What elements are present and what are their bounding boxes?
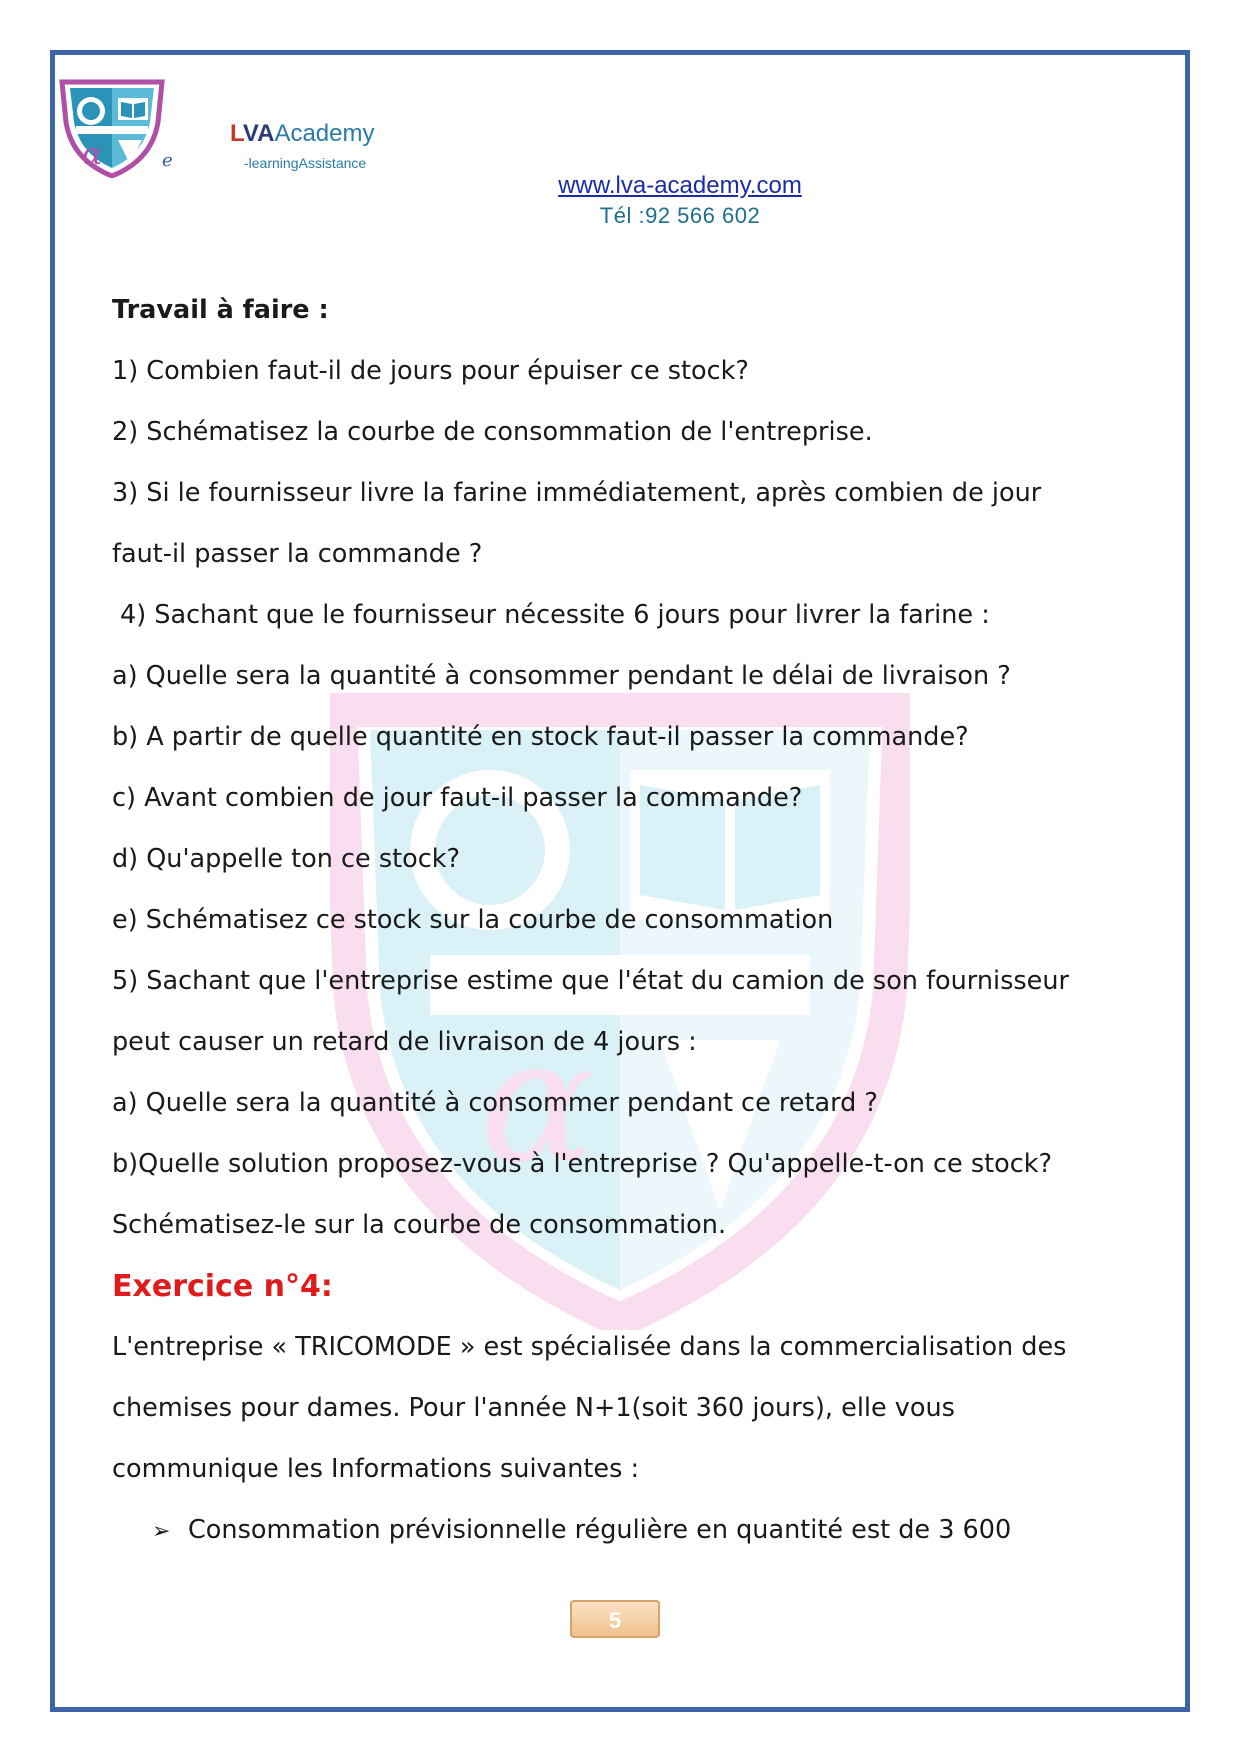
exercise-line: chemises pour dames. Pour l'année N+1(soit 360 jours), elle vous xyxy=(112,1393,955,1423)
exercise-line: L'entreprise « TRICOMODE » est spécialisée dans la commercialisation des xyxy=(112,1332,1067,1362)
question-line: Schématisez-le sur la courbe de consommation. xyxy=(112,1210,727,1240)
question-line: a) Quelle sera la quantité à consommer pendant ce retard ? xyxy=(112,1088,878,1118)
exercise-line: communique les Informations suivantes : xyxy=(112,1454,640,1484)
arrow-bullet-icon: ➢ xyxy=(152,1519,171,1544)
question-line: c) Avant combien de jour faut-il passer la commande? xyxy=(112,783,803,813)
exercise-heading: Exercice n°4: xyxy=(112,1269,333,1304)
question-line: 5) Sachant que l'entreprise estime que l'état du camion de son fournisseur xyxy=(112,966,1069,996)
shield-logo-icon xyxy=(58,78,166,178)
document-body xyxy=(112,280,1122,1562)
phone-number: Tél :92 566 602 xyxy=(599,203,761,228)
question-line: a) Quelle sera la quantité à consommer pendant le délai de livraison ? xyxy=(112,661,1011,691)
question-line: d) Qu'appelle ton ce stock? xyxy=(112,844,461,874)
question-line: 4) Sachant que le fournisseur nécessite 6 jours pour livrer la farine : xyxy=(120,600,990,630)
svg-text:α: α xyxy=(82,137,103,172)
brand-name: LVAAcademy xyxy=(230,120,375,147)
question-line: 3) Si le fournisseur livre la farine immédiatement, après combien de jour xyxy=(112,478,1042,508)
page-number: 5 xyxy=(570,1600,660,1638)
website-link[interactable]: www.lva-academy.com xyxy=(558,172,802,199)
question-line: b) A partir de quelle quantité en stock faut-il passer la commande? xyxy=(112,722,969,752)
bullet-item xyxy=(112,1500,1122,1562)
question-line: peut causer un retard de livraison de 4 jours : xyxy=(112,1027,697,1057)
question-line: faut-il passer la commande ? xyxy=(112,539,483,569)
question-line: b)Quelle solution proposez-vous à l'entreprise ? Qu'appelle-t-on ce stock? xyxy=(112,1149,1053,1179)
task-title: Travail à faire : xyxy=(112,295,329,325)
bullet-text: Consommation prévisionnelle régulière en quantité est de 3 600 xyxy=(188,1515,1012,1545)
question-line: 1) Combien faut-il de jours pour épuiser ce stock? xyxy=(112,356,749,386)
brand-tagline: -learningAssistance xyxy=(244,155,367,171)
question-line: 2) Schématisez la courbe de consommation de l'entreprise. xyxy=(112,417,873,447)
svg-text:α: α xyxy=(480,1003,595,1201)
question-line: e) Schématisez ce stock sur la courbe de consommation xyxy=(112,905,834,935)
logo-letter: e xyxy=(162,150,173,171)
